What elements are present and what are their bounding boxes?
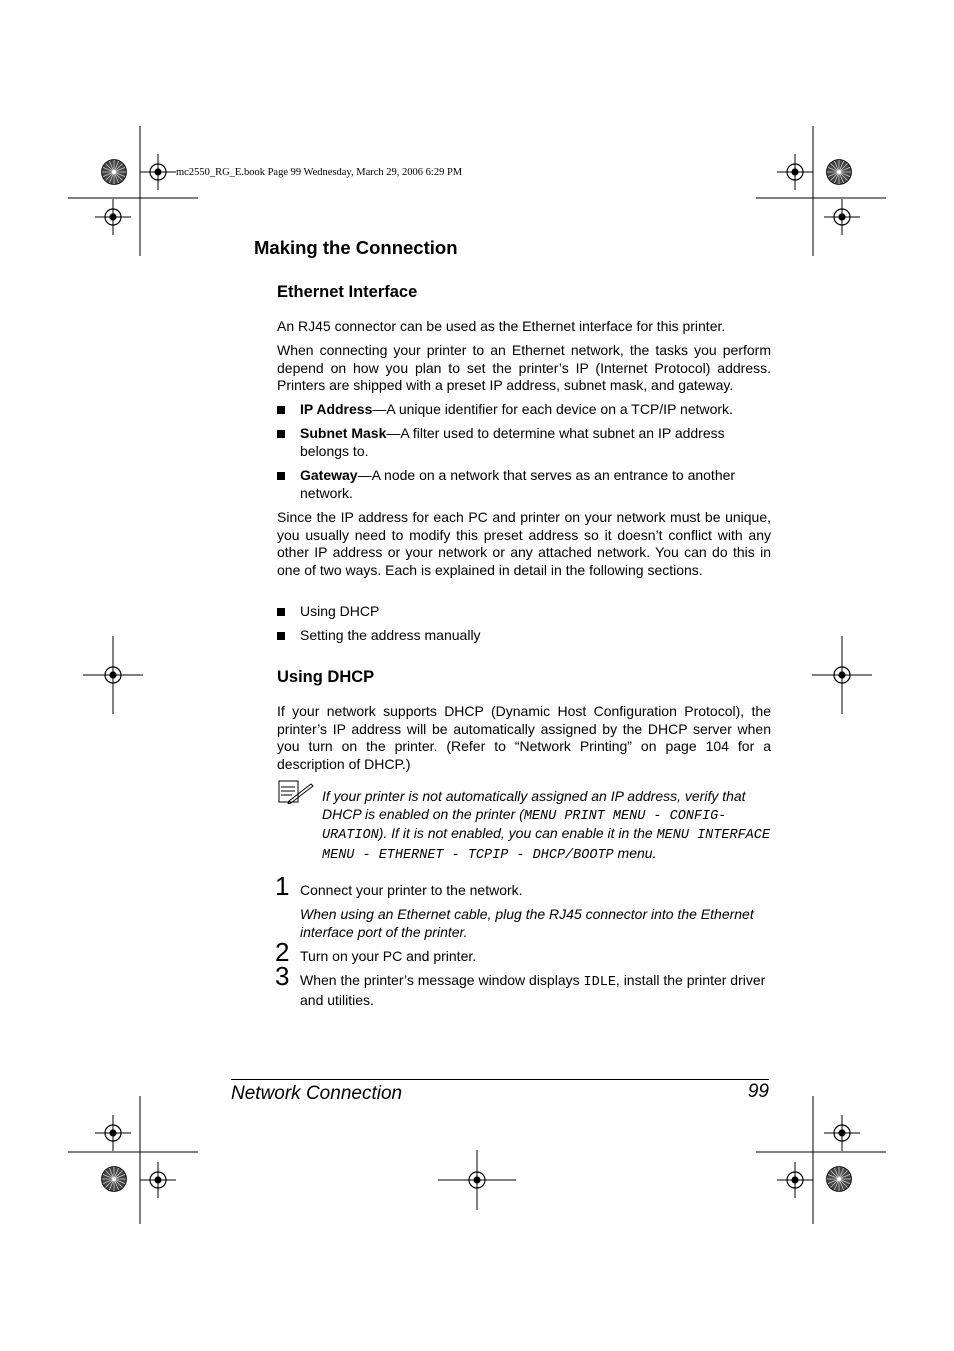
bullet-ip-address [277, 401, 771, 419]
ethernet-paragraph-1: An RJ45 connector can be used as the Ethernet interface for this printer. [277, 318, 726, 334]
bullet-square-icon [277, 608, 285, 616]
step-2-text: Turn on your PC and printer. [300, 948, 477, 964]
bullet-desc: —A node on a network that serves as an entrance to another network. [300, 467, 736, 501]
bullet-term: IP Address [300, 401, 373, 417]
color-target-icon [827, 1167, 852, 1192]
step-number: 1 [275, 871, 290, 901]
bullet-using-dhcp: Using DHCP [277, 603, 771, 621]
color-target-icon [102, 1167, 127, 1192]
bullet-subnet-mask [277, 425, 771, 460]
bullet-manual-address: Setting the address manually [277, 627, 771, 645]
footer-chapter-title: Network Connection [231, 1083, 403, 1104]
menu-path-dhcp: MENU INTERFACE MENU - ETHERNET - TCPIP - DHCP/BOOTP [322, 828, 770, 863]
bullet-term: Gateway [300, 467, 358, 483]
ethernet-paragraph-3: Since the IP address for each PC and printer on your network must be unique, you usually need to modify this preset address so it doesn’t conflict with any other IP address or your network or any attached network. You can do this in one of two ways. Each is explained in detail in the following sections. [277, 509, 771, 578]
menu-path-config: MENU PRINT MENU - CONFIG-URATION [322, 808, 727, 844]
ethernet-interface-heading: Ethernet Interface [277, 283, 418, 301]
section-title: Making the Connection [254, 237, 458, 258]
pencil-note-icon [278, 780, 314, 804]
color-target-icon [102, 160, 127, 185]
dhcp-note: If your printer is not automatically assigned an IP address, verify that DHCP is enabled on the printer (MENU PRINT MENU - CONFIG-URATION). If it is not enabled, you can enable it in the MENU INTERFACE MENU - ETHERNET - TCPIP - DHCP/BOOTP menu. [322, 788, 770, 863]
bullet-desc: —A unique identifier for each device on a TCP/IP network. [372, 401, 733, 417]
bullet-desc: —A filter used to determine what subnet an IP address belongs to. [300, 425, 725, 459]
bullet-square-icon [277, 632, 285, 640]
using-dhcp-heading: Using DHCP [277, 668, 375, 686]
step-1-text: Connect your printer to the network. [300, 882, 523, 898]
bullet-gateway [277, 467, 771, 502]
bullet-term: Subnet Mask [300, 425, 387, 441]
bullet-square-icon [277, 472, 285, 480]
idle-message: IDLE [583, 975, 616, 990]
page-number: 99 [747, 1081, 769, 1102]
step-number: 3 [275, 961, 290, 991]
page-slug: mc2550_RG_E.book Page 99 Wednesday, March 29, 2006 6:29 PM [176, 167, 463, 178]
bullet-square-icon [277, 430, 285, 438]
bullet-square-icon [277, 406, 285, 414]
step-number: 2 [275, 937, 290, 967]
step-1-note: When using an Ethernet cable, plug the RJ45 connector into the Ethernet interface port of the printer. [300, 906, 754, 940]
dhcp-paragraph: If your network supports DHCP (Dynamic Host Configuration Protocol), the printer’s IP address will be automatically assigned by the DHCP server when you turn on the printer. (Refer to “Network Printing” on page 104 for a description of DHCP.) [277, 703, 771, 772]
step-3-text: When the printer’s message window displays IDLE, install the printer driver and utilities. [300, 972, 766, 1008]
footer-rule [231, 1079, 769, 1080]
color-target-icon [827, 160, 852, 185]
ethernet-paragraph-2: When connecting your printer to an Ethernet network, the tasks you perform depend on how you plan to set the printer’s IP (Internet Protocol) address. Printers are shipped with a preset IP address, subnet mask, and gateway. [277, 342, 771, 394]
